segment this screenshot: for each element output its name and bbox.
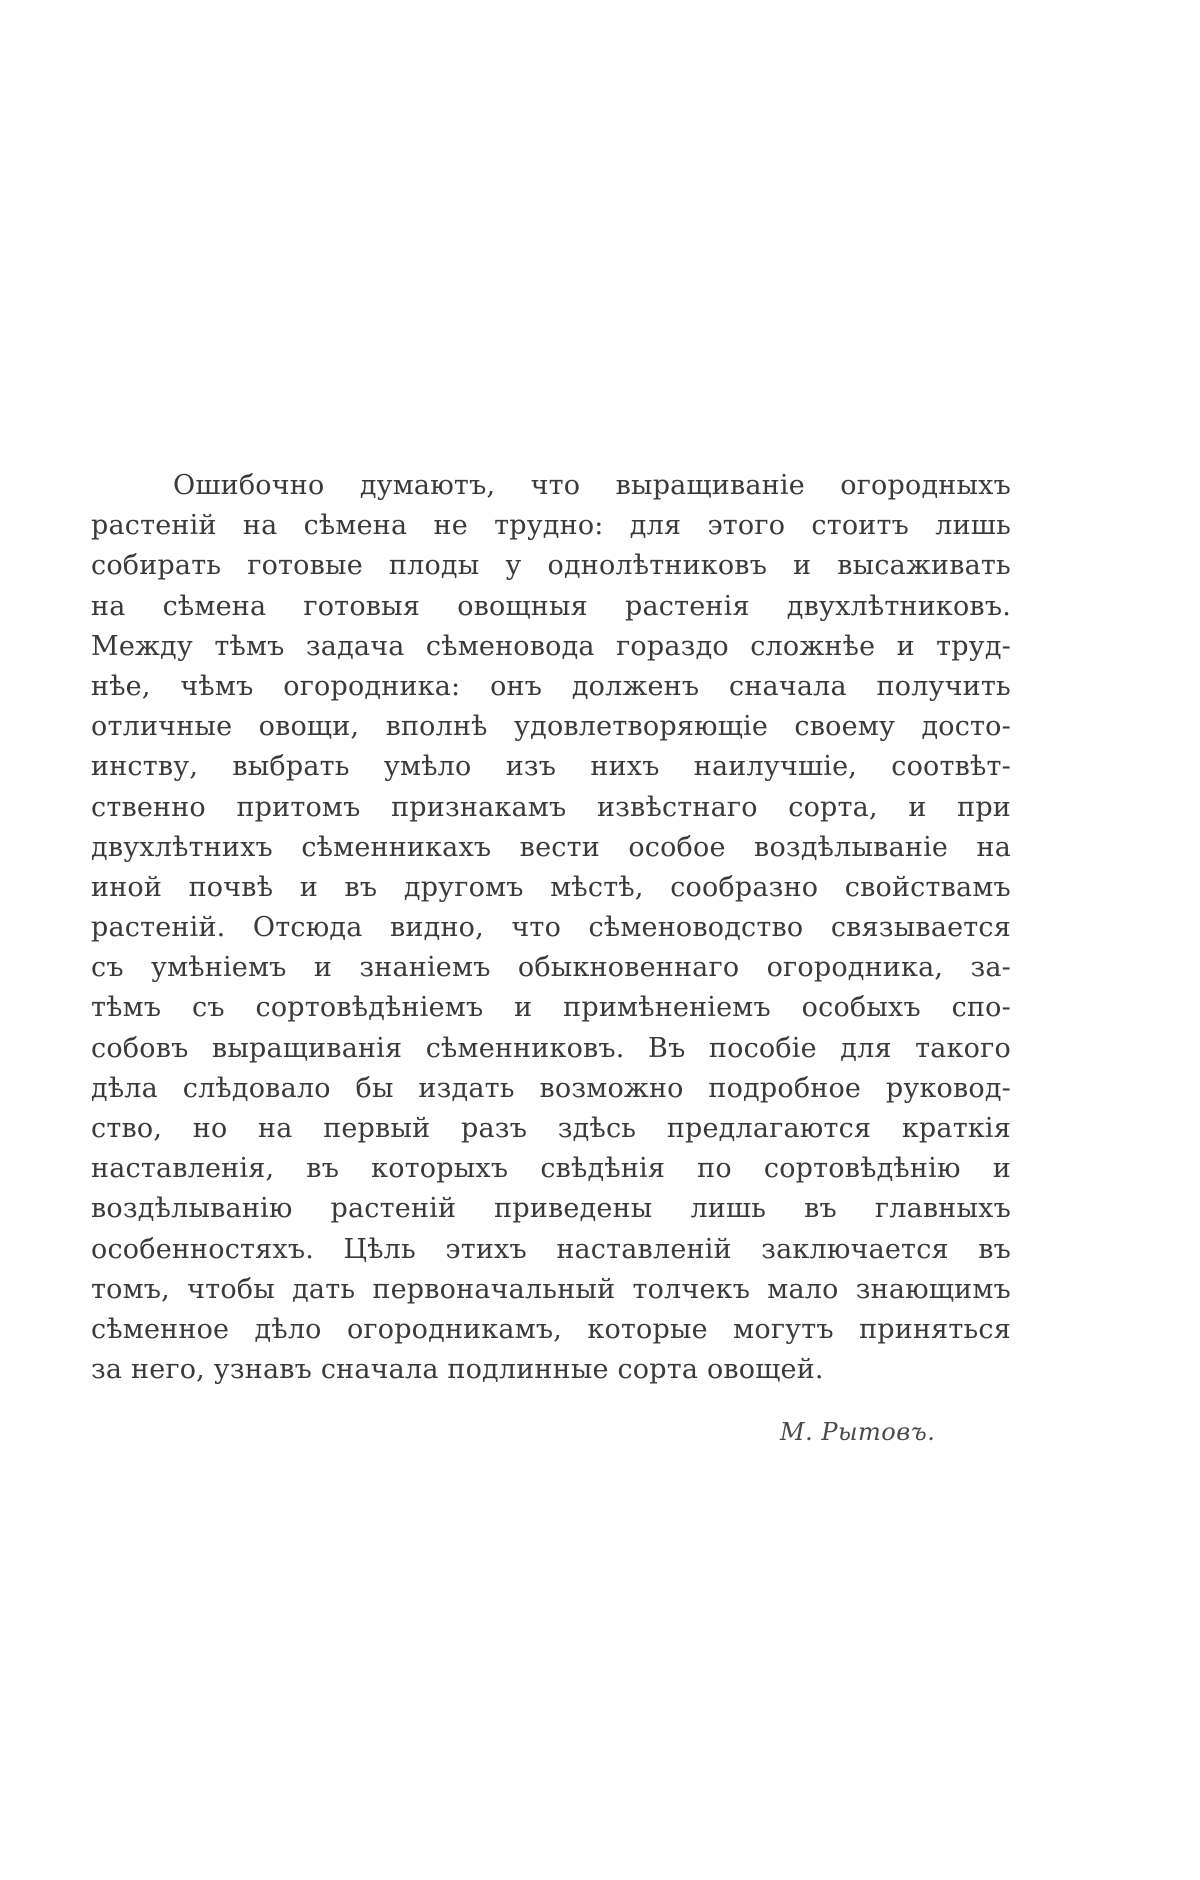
text-line: томъ, чтобы дать первоначальный толчекъ мало знающимъ — [91, 1273, 1011, 1305]
preface-paragraph — [91, 466, 1011, 1390]
text-line: нѣе, чѣмъ огородника: онъ долженъ сначала получить — [91, 670, 1011, 702]
text-line: растенiй на сѣмена не трудно: для этого стоитъ лишь — [91, 510, 1011, 542]
text-line: ственно притомъ признакамъ извѣстнаго сорта, и при — [91, 791, 1011, 823]
text-line: наставленiя, въ которыхъ свѣдѣнiя по сортовѣдѣнiю и — [91, 1153, 1011, 1185]
text-line: отличные овощи, вполнѣ удовлетворяющiе своему досто- — [91, 711, 1011, 743]
text-line: съ умѣнiемъ и знанiемъ обыкновеннаго огородника, за- — [91, 952, 1011, 984]
text-line: тѣмъ съ сортовѣдѣнiемъ и примѣненiемъ особыхъ спо- — [91, 992, 1011, 1024]
text-line: на сѣмена готовыя овощныя растенiя двухлѣтниковъ. — [91, 590, 1011, 622]
text-line: дѣла слѣдовало бы издать возможно подробное руковод- — [91, 1072, 1011, 1104]
text-line: Между тѣмъ задача сѣменовода гораздо сложнѣе и труд- — [91, 630, 1011, 662]
text-line: за него, узнавъ сначала подлинные сорта овощей. — [91, 1354, 824, 1386]
author-signature: М. Рытовъ. — [780, 1418, 936, 1446]
text-line: сѣменное дѣло огородникамъ, которые могутъ приняться — [91, 1313, 1011, 1345]
text-line: двухлѣтнихъ сѣменникахъ вести особое воздѣлыванiе на — [91, 831, 1011, 863]
text-line: собовъ выращиванiя сѣменниковъ. Въ пособiе для такого — [91, 1032, 1011, 1064]
text-line: инству, выбрать умѣло изъ нихъ наилучшiе, соотвѣт- — [91, 751, 1011, 783]
text-line: ство, но на первый разъ здѣсь предлагаются краткiя — [91, 1113, 1011, 1144]
text-line: собирать готовые плоды у однолѣтниковъ и высаживать — [91, 550, 1011, 582]
text-line: Ошибочно думаютъ, что выращиванiе огородныхъ — [173, 470, 1011, 501]
text-line: воздѣлыванiю растенiй приведены лишь въ главныхъ — [91, 1193, 1011, 1225]
text-line: особенностяхъ. Цѣль этихъ наставленiй заключается въ — [91, 1233, 1011, 1265]
text-line: растенiй. Отсюда видно, что сѣменоводство связывается — [91, 912, 1011, 944]
text-line: иной почвѣ и въ другомъ мѣстѣ, сообразно свойствамъ — [91, 871, 1011, 903]
